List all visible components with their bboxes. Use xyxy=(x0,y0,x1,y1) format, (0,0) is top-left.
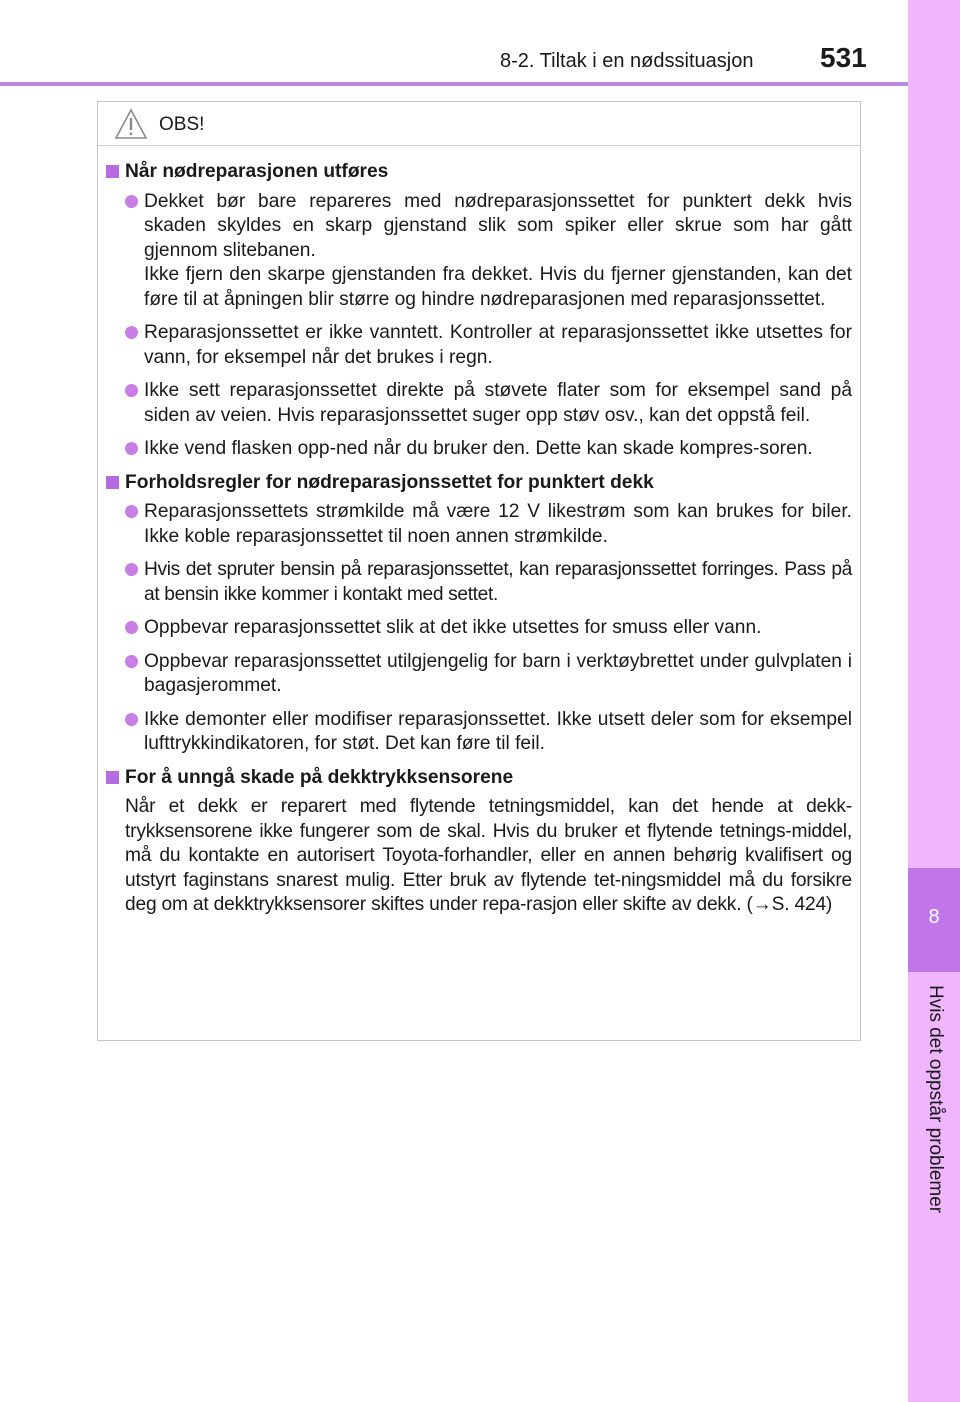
bullet-text: Oppbevar reparasjonssettet utilgjengelig for barn i verktøybrettet under gulvplaten i bagasjerommet. xyxy=(144,650,852,696)
bullet-icon xyxy=(125,505,138,518)
section-heading: Når nødreparasjonen utføres xyxy=(106,160,852,185)
bullet-text: Hvis det spruter bensin på reparasjonssettet, kan reparasjonssettet forringes. Pass på at bensin ikke kommer i kontakt med settet. xyxy=(144,559,852,605)
list-item xyxy=(106,616,852,641)
section-title: 8-2. Tiltak i en nødssituasjon xyxy=(500,50,754,72)
bullet-text: Reparasjonssettet er ikke vanntett. Kontroller at reparasjonssettet ikke utsettes for vann, for eksempel når det brukes i regn. xyxy=(144,322,852,368)
bullet-text: Oppbevar reparasjonssettet slik at det ikke utsettes for smuss eller vann. xyxy=(144,617,762,638)
header-divider xyxy=(0,82,908,86)
bullet-icon xyxy=(125,563,138,576)
bullet-text: Reparasjonssettets strømkilde må være 12 V likestrøm som kan brukes for biler. Ikke koble reparasjonssettet til noen annen strømkilde. xyxy=(144,501,852,547)
bullet-icon xyxy=(125,621,138,634)
bullet-text: Dekket bør bare repareres med nødreparasjonssettet for punktert dekk hvis skaden skyldes en skarp gjenstand slik som spiker eller skrue som har gått gjennom slitebanen. xyxy=(144,190,852,261)
warning-header xyxy=(98,102,860,146)
bullet-text: Ikke vend flasken opp-ned når du bruker den. Dette kan skade kompres-soren. xyxy=(144,438,813,459)
list-item xyxy=(106,558,852,607)
list-item xyxy=(106,708,852,757)
bullet-icon xyxy=(125,713,138,726)
section-heading: For å unngå skade på dekktrykksensorene xyxy=(106,766,852,791)
warning-body xyxy=(98,160,860,918)
bullet-text: Ikke demonter eller modifiser reparasjonssettet. Ikke utsett deler som for eksempel lufttrykkindikatoren, for støt. Det kan føre til feil. xyxy=(144,708,852,754)
list-item xyxy=(106,500,852,549)
list-item xyxy=(106,437,852,462)
chapter-number: 8 xyxy=(928,906,940,928)
chapter-title: Hvis det oppstår problemer xyxy=(925,985,946,1214)
section-heading: Forholdsregler for nødreparasjonssettet for punktert dekk xyxy=(106,471,852,496)
section-paragraph: Når et dekk er reparert med flytende tetningsmiddel, kan det hende at dekk-trykksensorene ikke fungerer som de skal. Hvis du bruker et flytende tetnings-middel, må du kontakte en autorisert Toyota-forhandler, eller en annen behørig kvalifisert og utstyrt faginstans snarest mulig. Etter bruk av flytende tet-ningsmiddel må du forsikre deg om at dekktrykksensorer skiftes under repa-rasjon eller skifte av dekk. (→S. 424) xyxy=(125,796,852,915)
bullet-icon xyxy=(125,384,138,397)
list-item xyxy=(106,321,852,370)
bullet-icon xyxy=(125,326,138,339)
bullet-text: Ikke sett reparasjonssettet direkte på støvete flater som for eksempel sand på siden av veien. Hvis reparasjonssettet suger opp støv osv., kan det oppstå feil. xyxy=(144,380,852,426)
list-item xyxy=(106,650,852,699)
bullet-text: Ikke fjern den skarpe gjenstanden fra dekket. Hvis du fjerner gjenstanden, kan det føre til at åpningen blir større og hindre nødreparasjonen med reparasjonssettet. xyxy=(144,264,852,310)
warning-title: OBS! xyxy=(159,114,205,135)
warning-box xyxy=(97,101,861,1041)
warning-triangle-icon xyxy=(114,108,148,145)
list-item xyxy=(106,379,852,428)
bullet-icon xyxy=(125,195,138,208)
bullet-icon xyxy=(125,442,138,455)
list-item xyxy=(106,190,852,313)
bullet-icon xyxy=(125,655,138,668)
page-number: 531 xyxy=(820,42,867,73)
